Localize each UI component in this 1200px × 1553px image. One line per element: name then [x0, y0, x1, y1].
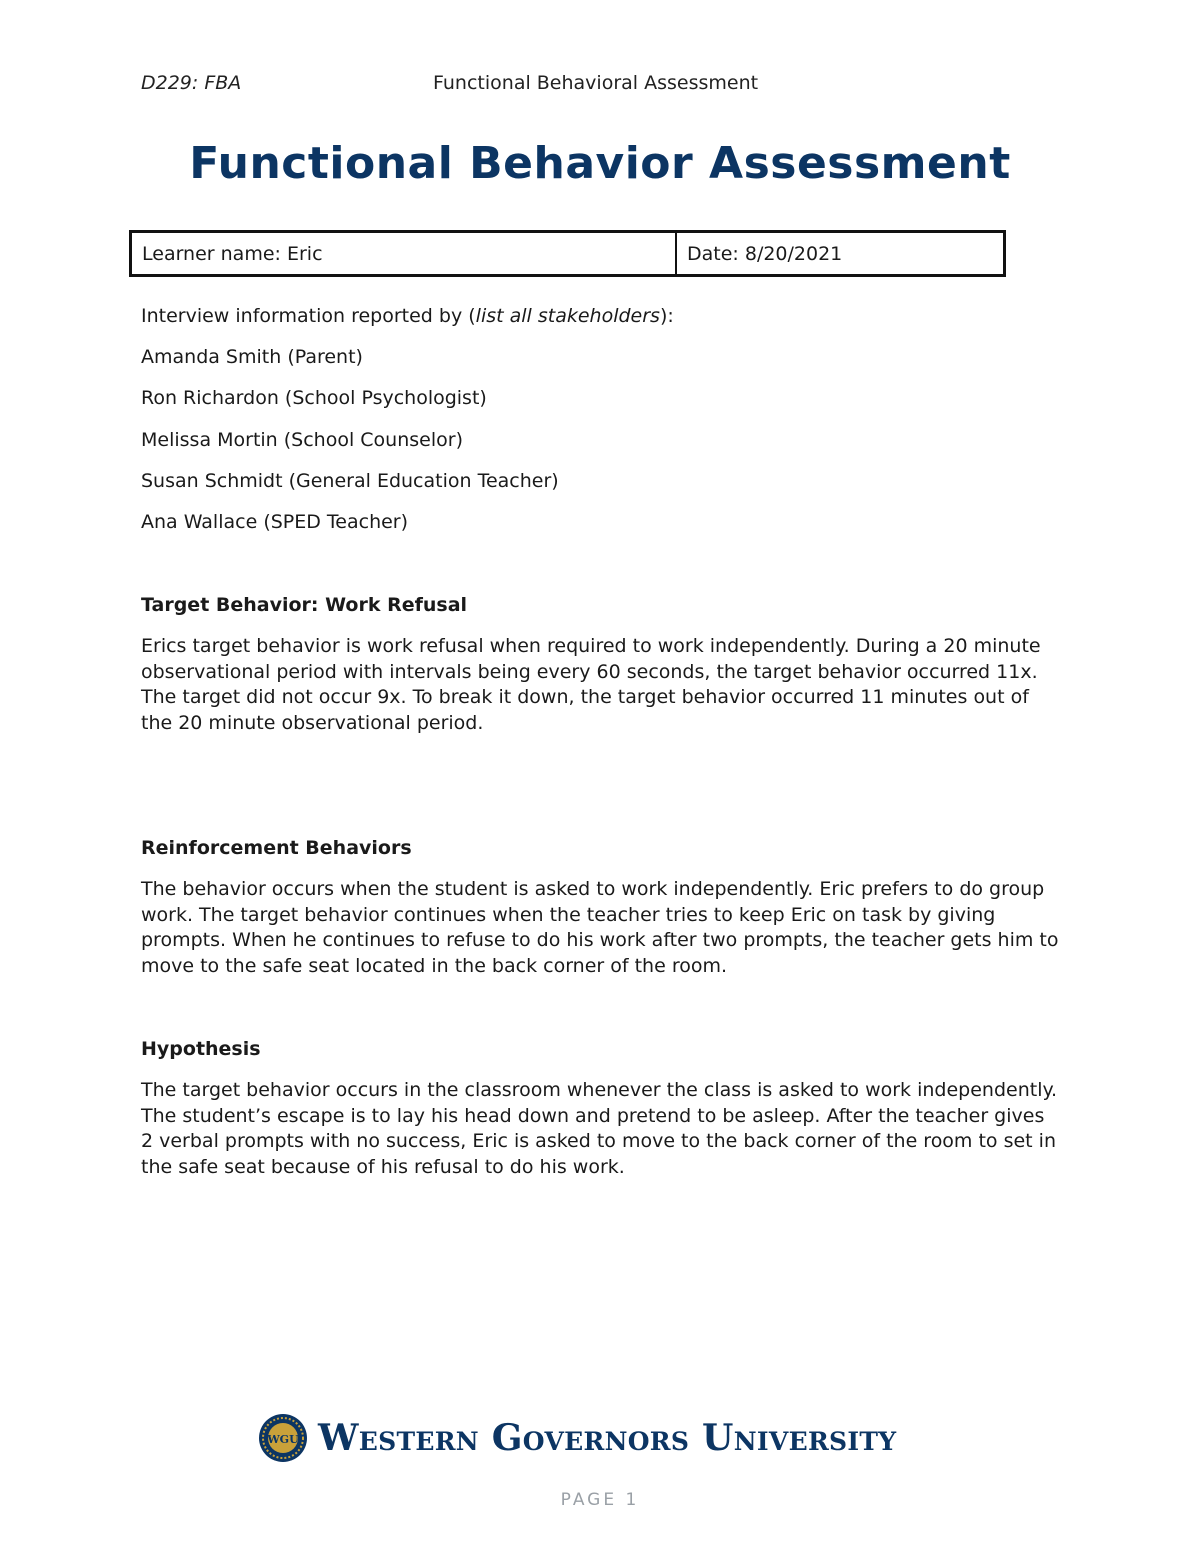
date-cell: Date: 8/20/2021 [687, 242, 843, 265]
reinforcement-heading: Reinforcement Behaviors [141, 837, 412, 859]
wgu-wordmark: Western Governors University [318, 1417, 897, 1459]
interview-lead-text [141, 305, 674, 327]
page-number: PAGE 1 [560, 1490, 640, 1510]
hypothesis-paragraph: The target behavior occurs in the classroom whenever the class is asked to work independently. The student’s escape is to lay his head down and pretend to be asleep. After the teacher gives 2 verbal prompts with no success, Eric is asked to move to the back corner of the room to set in the safe seat because of his refusal to do his work. [141, 1079, 1058, 1179]
interview-lead-prefix: Interview information reported by ( [141, 305, 476, 327]
learner-name-cell: Learner name: Eric [132, 233, 677, 274]
stakeholder-item: Melissa Mortin (School Counselor) [141, 428, 463, 451]
wgu-seal-icon [258, 1413, 308, 1463]
interview-lead-suffix: ): [659, 305, 674, 327]
stakeholder-list [141, 346, 559, 552]
header-course-code: D229: FBA [141, 72, 242, 94]
interview-lead-italic: list all stakeholders [475, 305, 660, 327]
page-title: Functional Behavior Assessment [189, 138, 1011, 189]
stakeholder-item: Ron Richardon (School Psychologist) [141, 387, 487, 410]
learner-info-table [129, 230, 1006, 277]
target-behavior-paragraph: Erics target behavior is work refusal when required to work independently. During a 20 minute observational period with intervals being every 60 seconds, the target behavior occurred 11x. The target did not occur 9x. To break it down, the target behavior occurred 11 minutes out of the 20 minute observational period. [141, 635, 1041, 735]
wgu-logo [258, 1413, 896, 1463]
stakeholder-item: Amanda Smith (Parent) [141, 346, 363, 368]
reinforcement-paragraph: The behavior occurs when the student is asked to work independently. Eric prefers to do group work. The target behavior continues when the teacher tries to keep Eric on task by giving prompts. When he continues to refuse to do his work after two prompts, the teacher gets him to move to the safe seat located in the back corner of the room. [141, 878, 1059, 978]
seal-monogram: WGU [267, 1433, 299, 1446]
stakeholder-item: Susan Schmidt (General Education Teacher) [141, 469, 559, 492]
stakeholder-item: Ana Wallace (SPED Teacher) [141, 511, 409, 534]
hypothesis-heading: Hypothesis [141, 1038, 261, 1060]
header-document-subtitle: Functional Behavioral Assessment [433, 72, 759, 94]
target-behavior-heading: Target Behavior: Work Refusal [141, 594, 468, 616]
